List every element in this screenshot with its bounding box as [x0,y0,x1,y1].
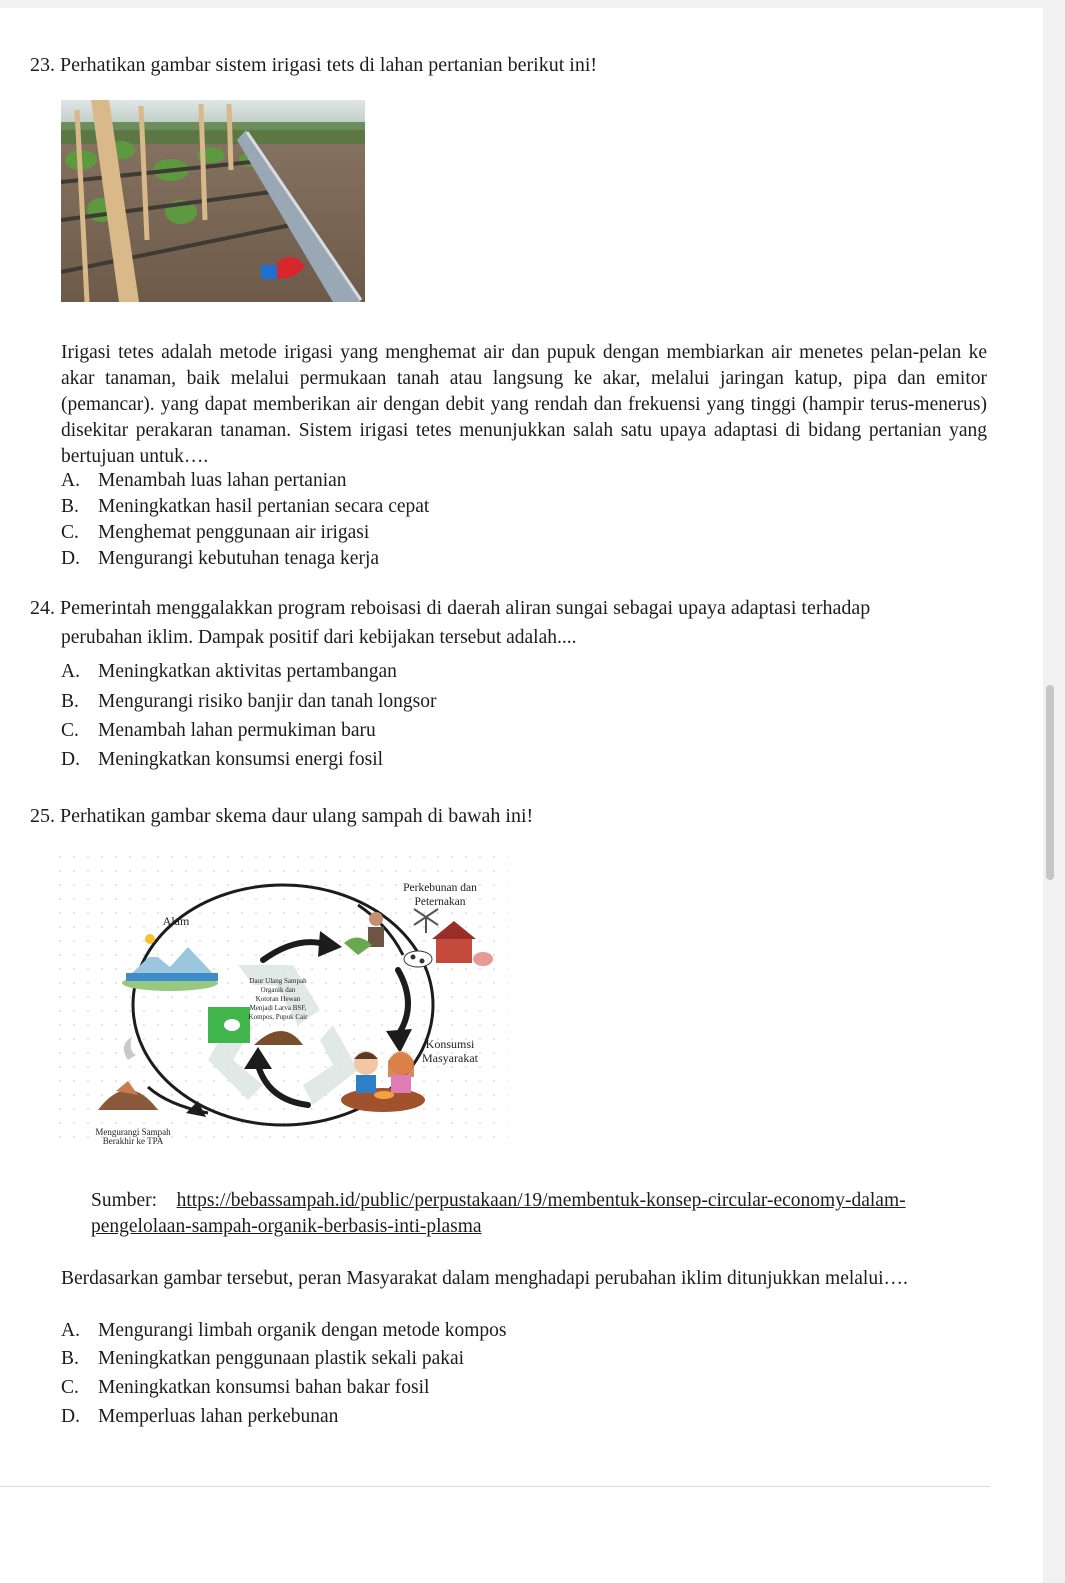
option-text: Meningkatkan konsumsi bahan bakar fosil [98,1377,430,1398]
q24-option-d[interactable] [61,747,383,773]
option-letter: D. [61,749,80,770]
center-label-3: Kotoran Hewan [255,995,301,1003]
center-label-2: Organik dan [260,986,296,994]
vertical-scrollbar[interactable] [1046,20,1054,1560]
drip-irrigation-photo [61,100,365,302]
q23-option-b[interactable] [61,494,429,520]
option-text: Memperluas lahan perkebunan [98,1406,339,1427]
q24-option-c[interactable] [61,718,376,744]
label-bottom-1: Mengurangi Sampah [95,1127,171,1137]
center-label-5: Kompos, Pupuk Cair [248,1013,308,1021]
option-text: Meningkatkan konsumsi energi fosil [98,749,384,770]
q25-option-c[interactable] [61,1375,429,1401]
question-24-prompt-line1: Pemerintah menggalakkan program reboisasi di daerah aliran sungai sebagai upaya adaptasi terhadap [60,597,871,619]
q23-option-d[interactable] [61,546,379,572]
label-bottom-2: Berakhir ke TPA [102,1136,164,1145]
label-alam: Alam [162,914,190,928]
document-page [0,8,1043,1583]
question-25-prompt: Perhatikan gambar skema daur ulang sampah di bawah ini! [60,805,534,827]
label-perkebunan-1: Perkebunan dan [403,882,477,894]
option-letter: B. [61,691,79,712]
source-link[interactable]: https://bebassampah.id/public/perpustakaan/19/membentuk-konsep-circular-economy-dalam- [176,1190,906,1211]
question-23-number: 23. [30,54,55,76]
scrollbar-thumb[interactable] [1046,685,1054,880]
option-letter: C. [61,1377,79,1398]
option-text: Mengurangi limbah organik dengan metode kompos [98,1320,507,1341]
option-text: Mengurangi kebutuhan tenaga kerja [98,548,380,569]
q24-option-a[interactable] [61,659,397,685]
option-letter: A. [61,470,80,491]
page-divider [0,1486,990,1487]
option-text: Meningkatkan penggunaan plastik sekali pakai [98,1348,465,1369]
option-text: Menambah lahan permukiman baru [98,720,376,741]
option-text: Menambah luas lahan pertanian [98,470,347,491]
q25-option-d[interactable] [61,1404,338,1430]
center-label-4: Menjadi Larva BSF, [249,1004,307,1012]
option-letter: A. [61,1320,80,1341]
source-citation [91,1188,987,1240]
question-23-paragraph: Irigasi tetes adalah metode irigasi yang menghemat air dan pupuk dengan membiarkan air menetes pelan-pelan ke akar tanaman, baik melalui permukaan tanah atau langsung ke akar, melalui jaringan katup, pipa dan emitor (pemancar). yang dapat memberikan air dengan debit yang rendah dan frekuensi yang tinggi (hampir terus-menerus) disekitar perakaran tanaman. Sistem irigasi tetes menunjukkan salah satu upaya adaptasi di bidang pertanian yang bertujuan untuk…. [61,342,987,467]
source-label: Sumber: [91,1190,158,1211]
source-link-continued[interactable]: pengelolaan-sampah-organik-berbasis-inti-plasma [91,1216,482,1237]
q25-option-b[interactable] [61,1346,464,1372]
option-text: Menghemat penggunaan air irigasi [98,522,370,543]
option-text: Mengurangi risiko banjir dan tanah longsor [98,691,437,712]
option-letter: D. [61,548,80,569]
question-24-number: 24. [30,597,55,619]
label-konsumsi-1: Konsumsi [425,1037,475,1051]
q24-option-b[interactable] [61,689,436,715]
question-25-heading [30,803,533,829]
q23-option-a[interactable] [61,468,347,494]
option-text: Meningkatkan hasil pertanian secara cepat [98,496,430,517]
option-letter: B. [61,496,79,517]
q25-option-a[interactable] [61,1318,507,1344]
question-23-prompt: Perhatikan gambar sistem irigasi tets di lahan pertanian berikut ini! [60,54,598,76]
question-25-number: 25. [30,805,55,827]
option-letter: C. [61,522,79,543]
question-23-heading [30,52,597,78]
question-24-heading [30,595,870,621]
question-24-prompt-line2: perubahan iklim. Dampak positif dari kebijakan tersebut adalah.... [61,627,577,648]
option-letter: D. [61,1406,80,1427]
option-letter: C. [61,720,79,741]
option-letter: B. [61,1348,79,1369]
question-25-question: Berdasarkan gambar tersebut, peran Masyarakat dalam menghadapi perubahan iklim ditunjukkan melalui…. [61,1268,908,1289]
recycling-diagram [58,855,508,1145]
label-perkebunan-2: Peternakan [414,896,466,908]
label-konsumsi-2: Masyarakat [422,1051,478,1065]
q23-option-c[interactable] [61,520,369,546]
option-letter: A. [61,661,80,682]
center-label-1: Daur Ulang Sampah [249,977,307,985]
option-text: Meningkatkan aktivitas pertambangan [98,661,397,682]
